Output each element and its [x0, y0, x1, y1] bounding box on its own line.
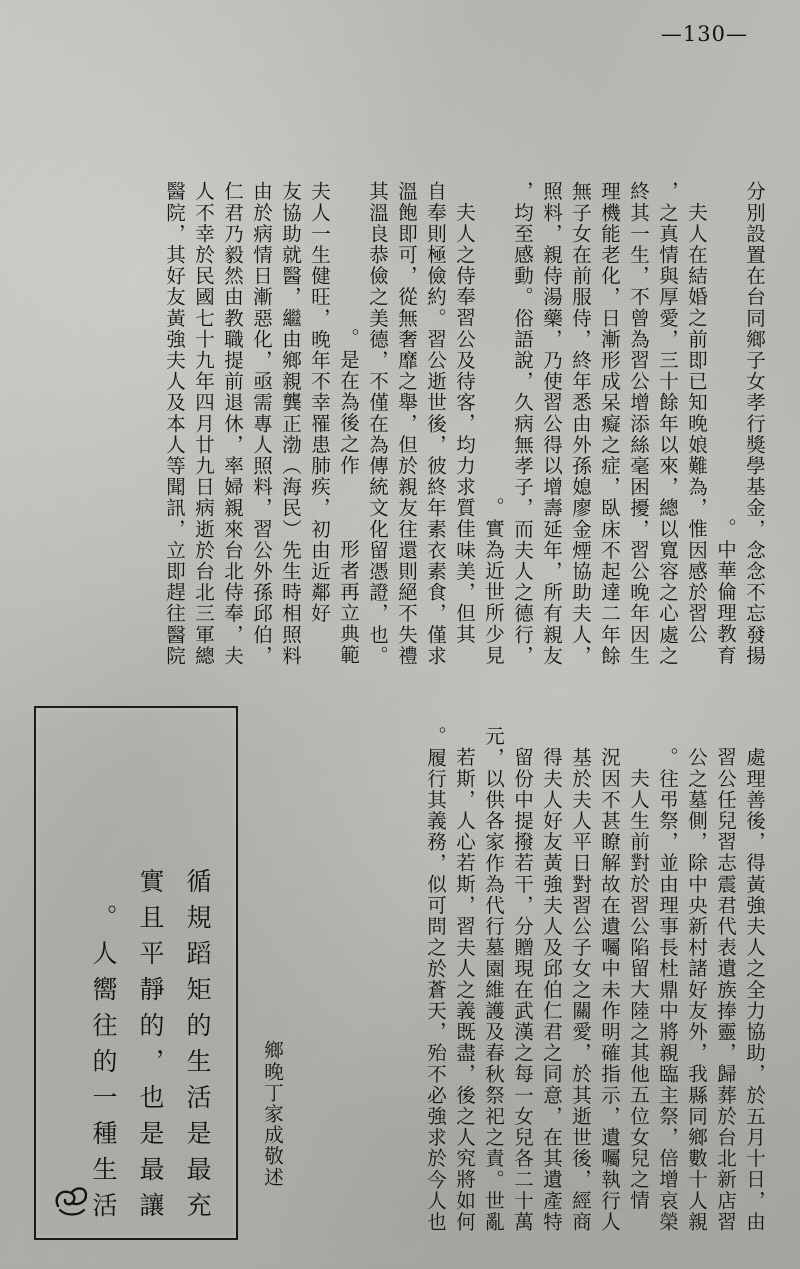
text-column: 基於夫人平日對習公子女之關愛，於其逝世後，經商: [569, 746, 592, 1232]
text-column: 分別設置在台同鄉子女孝行獎學基金，念念不忘發揚: [743, 180, 766, 666]
text-column: 公之墓側，除中央新村諸好友外，我縣同鄉數十人親: [685, 746, 708, 1232]
text-column: 元，以供各家作為代行墓園維護及春秋祭祀之責。世亂: [482, 725, 505, 1232]
text-column: ，由於病情日漸惡化，亟需專人照料，習公外孫邱伯: [250, 180, 273, 666]
text-column: 溫飽即可，從無奢靡之舉，但於親友往還則絕不失禮: [395, 180, 418, 666]
text-column: 履行其義務，似可問之於蒼天，殆不必強求於今人也。: [424, 725, 447, 1232]
quote-column: 人嚮往的一種生活。: [89, 904, 118, 1228]
seal-icon: [50, 1172, 92, 1224]
text-column: 況因不甚瞭解故在遺囑中未作明確指示，遺囑執行人: [598, 746, 621, 1232]
text-column: 照料，親侍湯藥，乃使習公得以增壽延年，所有親友: [540, 180, 563, 666]
text-column: 中華倫理教育。: [714, 518, 737, 666]
text-column: 是在為後之作 形者再立典範。: [337, 328, 360, 666]
text-column: ，無子女在前服侍，終年悉由外孫媳廖金煙協助夫人: [569, 180, 592, 666]
text-column: 夫人在結婚之前即已知晚娘難為，惟因感於習公: [685, 201, 708, 666]
quote-column: 循規蹈矩的生活是最充: [183, 868, 212, 1228]
pull-quote-box: [34, 706, 238, 1240]
text-column: 夫人一生健旺，晚年不幸罹患肺疾，初由近鄰好: [308, 180, 331, 666]
text-column: 之真情與厚愛，三十餘年以來，總以寬容之心處之，: [656, 180, 679, 666]
text-column: 若斯，人心若斯，習夫人之義既盡，後之人究將如何: [453, 746, 476, 1232]
text-column: 處理善後，得黃強夫人之全力協助，於五月十日，由: [743, 746, 766, 1232]
text-column: ，均至感動。俗語說，久病無孝子，而夫人之德行，: [511, 180, 534, 666]
body-text-bottom-block: [292, 672, 764, 1232]
text-column: 往弔祭，並由理事長杜鼎中將親臨主祭，倍增哀榮。: [656, 746, 679, 1232]
text-column: 留份中提撥若干，分贈現在武漢之每一女兒各二十萬: [511, 746, 534, 1232]
text-column: 。其溫良恭儉之美德，不僅在為傳統文化留憑證，也: [366, 180, 389, 666]
text-column: 得夫人好友黃強夫人及邱伯仁君之同意，在其遺產特: [540, 746, 563, 1232]
text-column: 醫院，其好友黃強夫人及本人等聞訊，立即趕往醫院: [163, 180, 186, 666]
text-column: 終其一生，不曾為習公增添絲毫困擾，習公晚年因生: [627, 180, 650, 666]
page-number: —130—: [660, 22, 748, 46]
body-text-top-block: [48, 66, 764, 666]
text-column: 自奉則極儉約。習公逝世後，彼終年素衣素食，僅求: [424, 180, 447, 666]
text-column: 理機能老化，日漸形成呆癡之症，臥床不起達二年餘: [598, 180, 621, 666]
text-column: 人不幸於民國七十九年四月廿九日病逝於台北三軍總: [192, 180, 215, 666]
text-column: 夫人之侍奉習公及待客，均力求質佳味美，但其: [453, 201, 476, 666]
text-column: 實為近世所少見。: [482, 497, 505, 666]
author-signature: 鄉晚丁家成敬述: [261, 1040, 284, 1188]
quote-column: 實且平靜的，也是最讓: [136, 868, 165, 1228]
text-column: 夫人生前對於習公陷留大陸之其他五位女兒之情: [627, 767, 650, 1232]
text-column: 仁君乃毅然由教職提前退休，率婦親來台北侍奉，夫: [221, 180, 244, 666]
text-column: 習公任兒習志震君代表遺族捧靈，歸葬於台北新店習: [714, 746, 737, 1232]
text-column: 友協助就醫，繼由鄉親龔正渤（海民）先生時相照料: [279, 180, 302, 666]
